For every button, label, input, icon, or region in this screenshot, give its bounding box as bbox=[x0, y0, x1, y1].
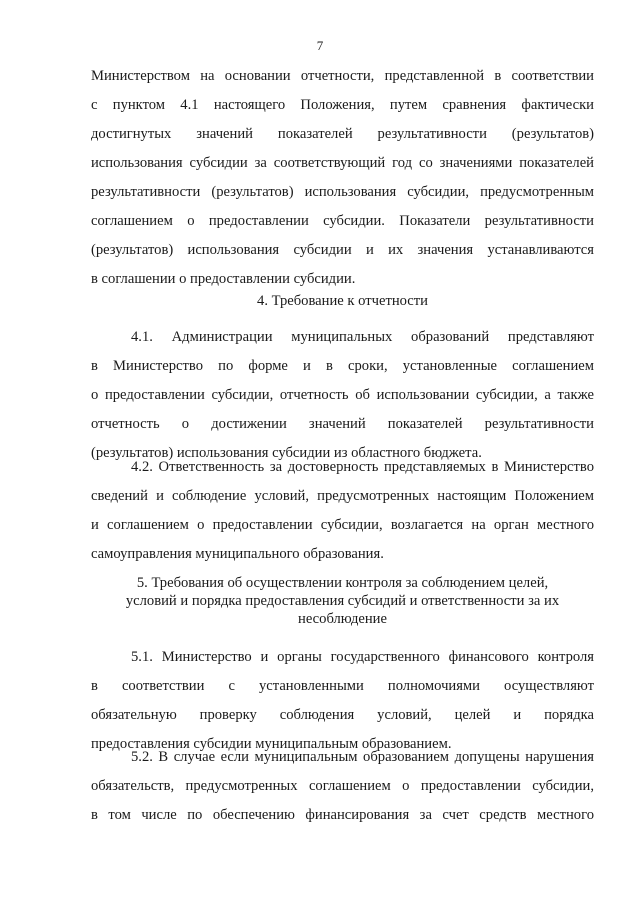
text-line: использования субсидии за соответствующий год со значениями показателей bbox=[91, 155, 594, 171]
heading-line: несоблюдение bbox=[298, 611, 387, 627]
section-heading-5 bbox=[91, 574, 594, 628]
text-line: в соглашении о предоставлении субсидии. bbox=[91, 271, 356, 287]
text-line: обязательную проверку соблюдения условий, целей и порядка bbox=[91, 707, 594, 723]
paragraph-4-1 bbox=[91, 323, 594, 468]
text-line: самоуправления муниципального образования. bbox=[91, 546, 384, 562]
text-line: результативности (результатов) использования субсидии, предусмотренным bbox=[91, 184, 594, 200]
text-line: о предоставлении субсидии, отчетность об использовании субсидии, а также bbox=[91, 387, 594, 403]
text-line: соглашением о предоставлении субсидии. Показатели результативности bbox=[91, 213, 594, 229]
paragraph-intro bbox=[91, 62, 594, 294]
heading-line: условий и порядка предоставления субсидий и ответственности за их bbox=[125, 593, 560, 609]
text-line: достигнутых значений показателей результативности (результатов) bbox=[91, 126, 594, 142]
text-line: сведений и соблюдение условий, предусмотренных настоящим Положением bbox=[91, 488, 594, 504]
section-heading-4 bbox=[91, 293, 594, 310]
text-line: обязательств, предусмотренных соглашением о предоставлении субсидии, bbox=[91, 778, 594, 794]
text-line: с пунктом 4.1 настоящего Положения, путем сравнения фактически bbox=[91, 97, 594, 113]
text-line: в том числе по обеспечению финансирования за счет средств местного bbox=[91, 807, 594, 823]
text-line: и соглашением о предоставлении субсидии, возлагается на орган местного bbox=[91, 517, 594, 533]
text-line: 4.1. Администрации муниципальных образований представляют bbox=[131, 329, 594, 345]
heading-line: 4. Требование к отчетности bbox=[257, 293, 428, 309]
text-line: Министерством на основании отчетности, представленной в соответствии bbox=[91, 68, 594, 84]
text-line: в Министерство по форме и в сроки, установленные соглашением bbox=[91, 358, 594, 374]
paragraph-5-1 bbox=[91, 643, 594, 759]
text-line: 5.2. В случае если муниципальным образованием допущены нарушения bbox=[131, 749, 594, 765]
text-line: 5.1. Министерство и органы государственного финансового контроля bbox=[131, 649, 594, 665]
text-line: предоставления субсидии муниципальным образованием. bbox=[91, 736, 452, 752]
page-number: 7 bbox=[316, 38, 324, 53]
text-line: в соответствии с установленными полномочиями осуществляют bbox=[91, 678, 594, 694]
text-line: 4.2. Ответственность за достоверность представляемых в Министерство bbox=[131, 459, 594, 475]
paragraph-4-2 bbox=[91, 453, 594, 569]
paragraph-5-2 bbox=[91, 743, 594, 830]
text-line: отчетность о достижении значений показателей результативности bbox=[91, 416, 594, 432]
text-line: (результатов) использования субсидии и их значения устанавливаются bbox=[91, 242, 594, 258]
heading-line: 5. Требования об осуществлении контроля за соблюдением целей, bbox=[136, 575, 549, 591]
text-line: (результатов) использования субсидии из областного бюджета. bbox=[91, 445, 482, 461]
